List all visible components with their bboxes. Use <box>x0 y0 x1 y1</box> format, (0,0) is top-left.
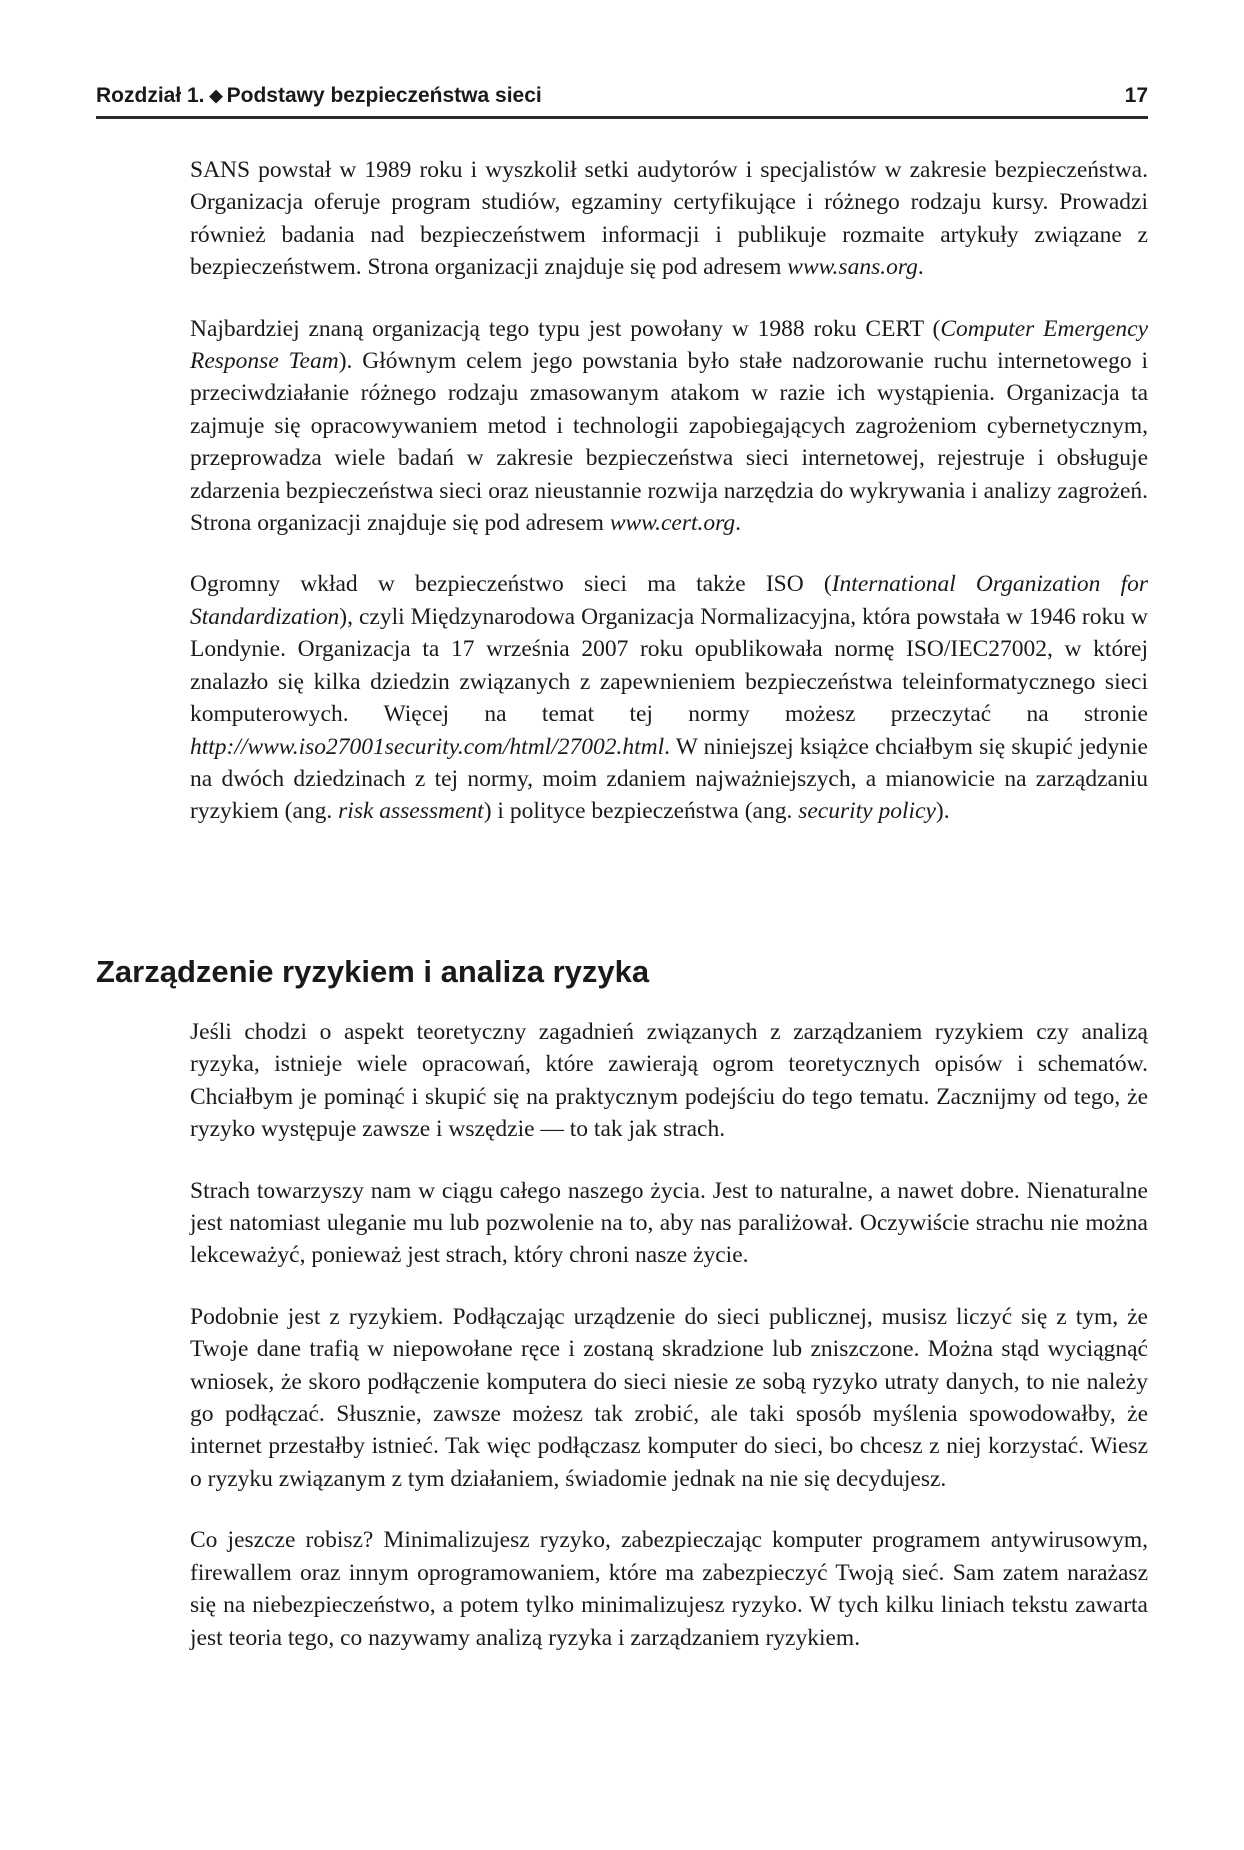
body-text-section-1 <box>190 154 1148 857</box>
paragraph-theory: Jeśli chodzi o aspekt teoretyczny zagadnień związanych z zarządzaniem ryzykiem czy analizą ryzyka, istnieje wiele opracowań, które zawierają ogrom teoretycznych opisów i schematów. Chciałbym je pominąć i skupić się na praktycznym podejściu do tego tematu. Zacznijmy od tego, że ryzyko występuje zawsze i wszędzie — to tak jak strach. <box>190 1019 1148 1143</box>
text-run: Ogromny wkład w bezpieczeństwo sieci ma także ISO ( <box>190 571 832 598</box>
paragraph-risk: Podobnie jest z ryzykiem. Podłączając urządzenie do sieci publicznej, musisz liczyć się z tym, że Twoje dane trafią w niepowołane ręce i zostaną skradzione lub zniszczone. Można stąd wyciągnąć wniosek, że skoro podłączenie komputera do sieci niesie ze sobą ryzyko utraty danych, to nie należy go podłączać. Słusznie, zawsze możesz tak zrobić, ale taki sposób myślenia spowodowałby, że internet przestałby istnieć. Tak więc podłączasz komputer do sieci, bo chcesz z niej korzystać. Wiesz o ryzyku związanym z tym działaniem, świadomie jednak na nie się decydujesz. <box>190 1303 1148 1492</box>
text-run: . W niniejszej książce chciałbym się skupić jedynie na dwóch dziedzinach z tej normy, moim zdaniem najważniejszych, a mianowicie na zarządzaniu ryzykiem (ang. <box>190 733 1148 825</box>
paragraph-cert <box>190 313 1148 540</box>
text-run: Najbardziej znaną organizacją tego typu jest powołany w 1988 roku CERT ( <box>190 315 941 342</box>
iso-full-name: International Organization for Standardization <box>190 571 1148 630</box>
sans-url: www.sans.org <box>787 254 918 281</box>
page-number: 17 <box>1124 84 1148 107</box>
text-run: SANS powstał w 1989 roku i wyszkolił setki audytorów i specjalistów w zakresie bezpieczeństwa. Organizacja oferuje program studiów, egzaminy certyfikujące i różnego rodzaju kursy. Prowadzi również badania nad bezpieczeństwem informacji i publikuje rozmaite artykuły związane z bezpieczeństwem. Strona organizacji znajduje się pod adresem <box>190 157 1148 281</box>
text-run: ), czyli Międzynarodowa Organizacja Normalizacyjna, która powstała w 1946 roku w Londynie. Organizacja ta 17 września 2007 roku opublikowała normę ISO/IEC27002, w której znalazło się kilka dziedzin związanych z zapewnieniem bezpieczeństwa teleinformatycznego sieci komputerowych. Więcej na temat tej normy możesz przeczytać na stronie <box>190 603 1148 728</box>
text-run: . <box>917 254 924 281</box>
iso-url: http://www.iso27001security.com/html/27002.html <box>190 733 665 760</box>
running-head <box>96 80 1148 119</box>
chapter-title <box>96 82 542 110</box>
text-run: . <box>735 510 742 537</box>
term-security-policy: security policy <box>798 798 936 825</box>
diamond-icon: ◆ <box>209 86 223 105</box>
paragraph-fear: Strach towarzyszy nam w ciągu całego naszego życia. Jest to naturalne, a nawet dobre. Nienaturalne jest natomiast uleganie mu lub pozwolenie na to, aby nas paraliżował. Oczywiście strachu nie można lekceważyć, ponieważ jest strach, który chroni nasze życie. <box>190 1177 1148 1269</box>
cert-full-name: Computer Emergency Response Team <box>190 315 1149 375</box>
text-run: ). <box>935 798 950 825</box>
cert-url: www.cert.org <box>609 510 736 537</box>
paragraph-iso <box>190 568 1148 827</box>
paragraph-minimize: Co jeszcze robisz? Minimalizujesz ryzyko, zabezpieczając komputer programem antywirusowym, firewallem oraz innym oprogramowaniem, które ma zabezpieczyć Twoją sieć. Sam zatem narażasz się na niebezpieczeństwo, a potem tylko minimalizujesz ryzyko. W tych kilku liniach tekstu zawarta jest teoria tego, co nazywamy analizą ryzyka i zarządzaniem ryzykiem. <box>190 1527 1148 1651</box>
text-run: ). Głównym celem jego powstania było stałe nadzorowanie ruchu internetowego i przeciwdziałanie różnego rodzaju zmasowanym atakom w razie ich wystąpienia. Organizacja ta zajmuje się opracowywaniem metod i technologii zapobiegających zagrożeniom cybernetycznym, przeprowadza wiele badań w zakresie bezpieczeństwa sieci internetowej, rejestruje i obsługuje zdarzenia bezpieczeństwa sieci oraz nieustannie rozwija narzędzia do wykrywania i analizy zagrożeń. Strona organizacji znajduje się pod adresem <box>190 348 1148 537</box>
text-run: ) i polityce bezpieczeństwa (ang. <box>483 798 799 825</box>
chapter-name: Podstawy bezpieczeństwa sieci <box>226 84 542 107</box>
chapter-label: Rozdział 1. <box>96 84 205 107</box>
body-text-section-2 <box>190 1016 1148 1683</box>
paragraph-sans <box>190 154 1148 284</box>
term-risk-assessment: risk assessment <box>338 798 484 825</box>
section-heading: Zarządzenie ryzykiem i analiza ryzyka <box>96 954 650 989</box>
